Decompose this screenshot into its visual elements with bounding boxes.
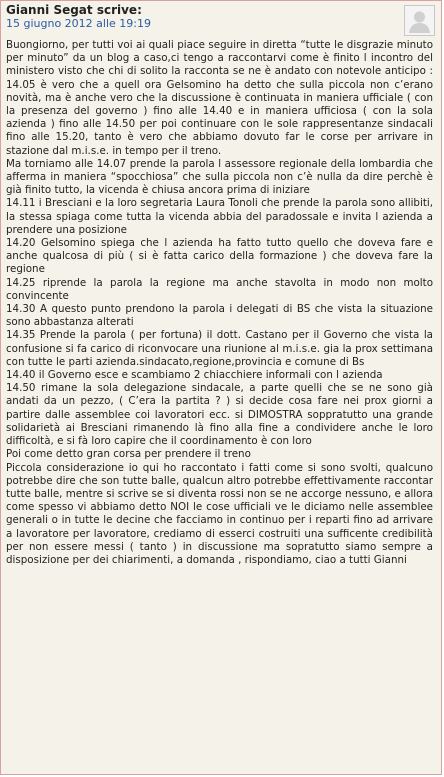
comment-paragraph: Buongiorno, per tutti voi ai quali piace seguire in diretta “tutte le disgrazie minuto per minuto” da un blog a caso,ci tengo a raccontarvi come è finito l incontro del ministero visto che chi di solito la racconta se ne è andato con notevole anticipo : 14.05 è vero che a quell ora Gelsomino ha detto che sulla piccola non c’erano novità, ma è anche vero che la discussione è continuata in maniera ufficiale ( con la presenza del governo ) fino alle 14.40 e in maniera ufficiosa ( con la sola azienda ) fino alle 14.50 per poi continuare con le sole rappresentanze sindacali fino alle 15.20, tanto è vero che abbiamo dovuto far le corse per arrivare in stazione dal m.i.s.e. in tempo per il treno. xyxy=(6,39,433,157)
comment-header xyxy=(1,1,441,37)
comment-date-link[interactable]: 15 giugno 2012 alle 19:19 xyxy=(6,17,151,30)
comment-body xyxy=(6,39,433,567)
comment-paragraph: 14.50 rimane la sola delegazione sindacale, a parte quelli che se ne sono già andati da un pezzo, ( C’era la partita ? ) si decide cosa fare nei prox giorni a partire dalle assemblee coi lavoratori ecc. si DIMOSTRA soppratutto una grande solidarietà ai Bresciani rimanendo là fino alla fine a condividere anche le loro difficoltà, e si fà loro capire che il coordinamento è con loro xyxy=(6,382,433,448)
comment-paragraph: Piccola considerazione io qui ho raccontato i fatti come si sono svolti, qualcuno potrebbe dire che son tutte balle, qualcun altro potrebbe effettivamente raccontar tutte balle, mentre si scrive se si diventa rossi non se ne accorge nessuno, e allora come spesso vi abbiamo detto NOI le cose ufficiali ve le diciamo nelle assemblee generali o in tutte le decine che facciamo in continuo per i reparti fino ad arrivare a lavoratore per lavoratore, crediamo di esserci costruiti una sufficente credibilità per non essere messi ( tanto ) in discussione ma sopratutto siamo sempre a disposizione per dei chiarimenti, a domanda , rispondiamo, ciao a tutti Gianni xyxy=(6,461,434,566)
comment-paragraph: 14.35 Prende la parola ( per fortuna) il dott. Castano per il Governo che vista la confusione si fa carico di riconvocare una riunione al m.i.s.e. gia la prox settimana con tutte le parti azienda.sindacato,regione,provincia e comune di Bs xyxy=(6,329,433,368)
comment-paragraph: 14.20 Gelsomino spiega che l azienda ha fatto tutto quello che doveva fare e anche qualcosa di più ( si è fatta carico della formazione ) che doveva fare la regione xyxy=(6,237,433,276)
comment-paragraph: 14.11 i Bresciani e la loro segretaria Laura Tonoli che prende la parola sono allibiti, la stessa spiaga come tutta la vicenda abbia del paradossale e invita l azienda a prendere una posizione xyxy=(6,197,433,236)
comment-paragraph: Ma torniamo alle 14.07 prende la parola l assessore regionale della lombardia che afferma in maniera “spocchiosa” che sulla piccola non c’è nulla da dire perchè è già finito tutto, la vicenda è chiusa ancora prima di iniziare xyxy=(6,157,433,197)
comment-paragraph: 14.30 A questo punto prendono la parola i delegati di BS che vista la situazione sono abbastanza alterati xyxy=(6,303,433,329)
comment-paragraph: 14.25 riprende la parola la regione ma anche stavolta in modo non molto convincente xyxy=(6,276,433,302)
default-avatar-icon xyxy=(404,5,435,36)
comment-paragraph: Poi come detto gran corsa per prendere il treno xyxy=(6,448,251,461)
comment-paragraph: 14.40 il Governo esce e scambiamo 2 chiacchiere informali con l azienda xyxy=(6,369,383,382)
comment-author: Gianni Segat scrive: xyxy=(6,3,142,17)
